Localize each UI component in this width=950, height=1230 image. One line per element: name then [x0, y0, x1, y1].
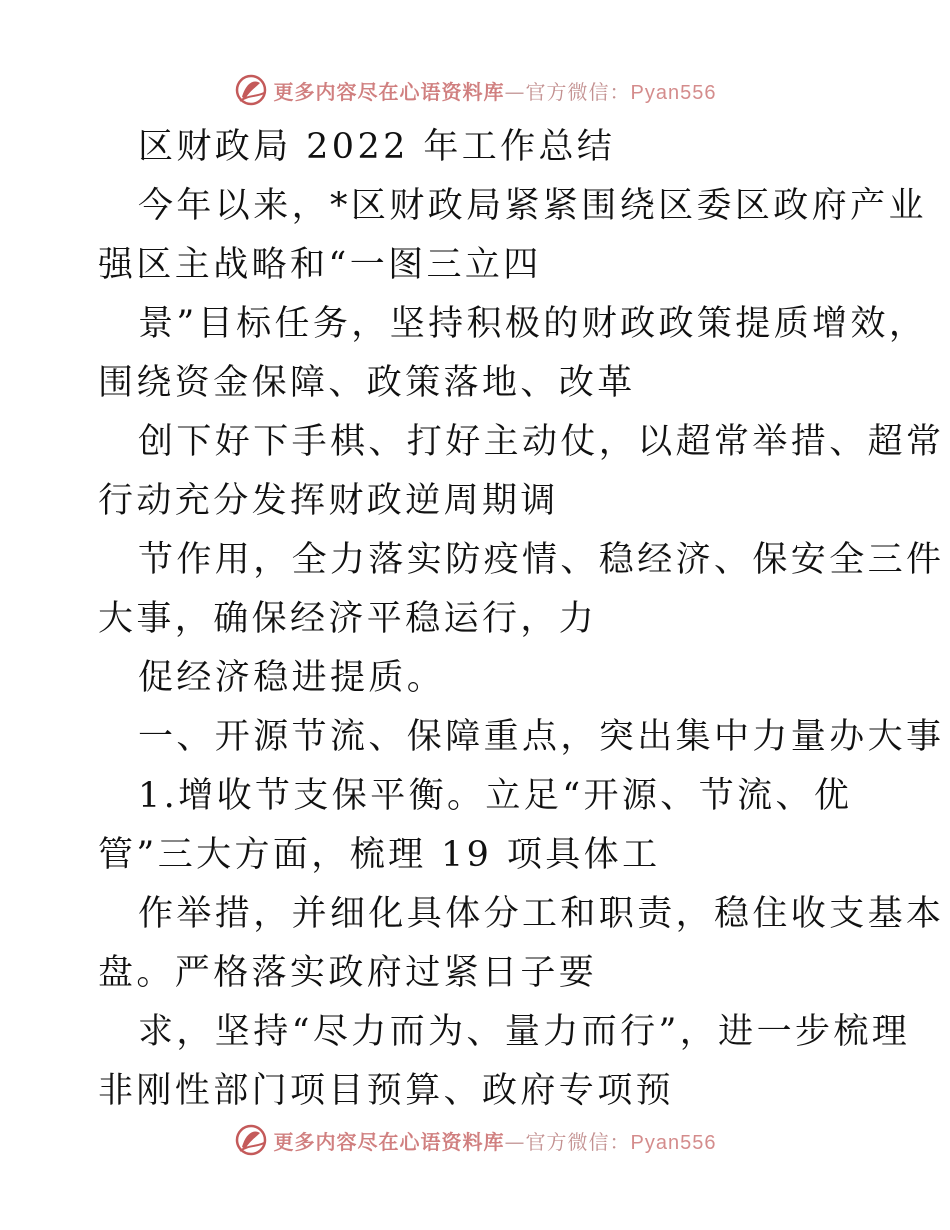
watermark-main: 更多内容尽在心语资料库: [273, 79, 505, 104]
paragraph-line: 非刚性部门项目预算、政府专项预: [98, 1071, 675, 1111]
watermark-text: [274, 1126, 717, 1155]
watermark-sub: 官方微信：: [525, 79, 631, 104]
watermark-main: 更多内容尽在心语资料库: [273, 1129, 505, 1154]
paragraph-line: 创下好下手棋、打好主动仗，以超常举措、超常: [138, 422, 945, 462]
paragraph-line: 大事，确保经济平稳运行，力: [98, 599, 598, 639]
watermark-id: Pyan556: [630, 81, 717, 104]
paragraph-line: 节作用，全力落实防疫情、稳经济、保安全三件: [138, 540, 945, 580]
paragraph-line: 行动充分发挥财政逆周期调: [98, 481, 559, 521]
paragraph-line: 强区主战略和“一图三立四: [98, 245, 542, 285]
document-title: 区财政局 2022 年工作总结: [138, 127, 616, 167]
watermark-sub: 官方微信：: [525, 1129, 631, 1154]
section-heading: 一、开源节流、保障重点，突出集中力量办大事: [138, 717, 945, 757]
header-watermark: [0, 70, 950, 110]
signature-logo-icon: [234, 73, 268, 107]
watermark-text: [274, 76, 717, 105]
paragraph-line: 盘。严格落实政府过紧日子要: [98, 953, 598, 993]
watermark-dash: —: [504, 1129, 526, 1154]
paragraph-line: 作举措，并细化具体分工和职责，稳住收支基本: [138, 894, 945, 934]
subsection-heading: 1.增收节支保平衡。立足“开源、节流、优: [138, 776, 853, 816]
paragraph-line: 求，坚持“尽力而为、量力而行”，进一步梳理: [138, 1012, 911, 1052]
watermark-dash: —: [504, 79, 526, 104]
paragraph-line: 管”三大方面，梳理 19 项具体工: [98, 835, 661, 875]
paragraph-line: 今年以来，*区财政局紧紧围绕区委区政府产业: [138, 186, 927, 226]
paragraph-line: 围绕资金保障、政策落地、改革: [98, 363, 636, 403]
signature-logo-icon: [234, 1123, 268, 1157]
footer-watermark: [0, 1120, 950, 1160]
watermark-id: Pyan556: [630, 1131, 717, 1154]
paragraph-line: 景”目标任务，坚持积极的财政政策提质增效，: [138, 304, 928, 344]
paragraph-line: 促经济稳进提质。: [138, 658, 446, 698]
